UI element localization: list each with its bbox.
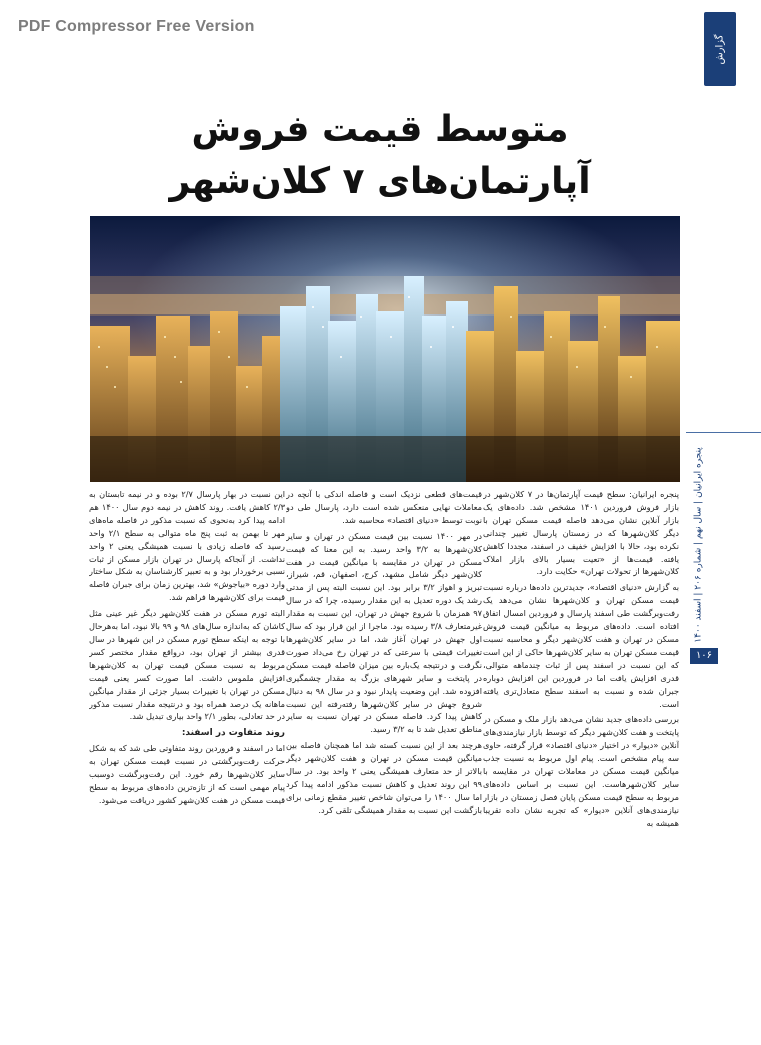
paragraph: هرچند بعد از این نسبت کسته شد اما همچنان فاصله بین میانگین قیمت مسکن در تهران و هفت کلان‌شهر دیگر بالاتر از حد متعارف همیشگی یعنی ۲ واحد بود. در سال ۹۹ این روند تعدیل و کاهش نسبت مذکور ادامه پیدا کرد اما سال ۱۴۰۰ را می‌توان شاخص تغییر مقطع زمانی برای بازگشت این نسبت به مقدار همیشگی تلقی کرد. [286,740,482,815]
paragraph: پنجره ایرانیان: سطح قیمت آپارتمان‌ها در ۷ کلان‌شهر در بازار فروش فروردین ۱۴۰۱ مشخص شد. داده‌های یک بازار آنلاین نشان می‌دهد فاصله قیمت مسکن تهران با دیگر کلان‌شهرها که در زمستان پارسال تغییر چندانی نکرده بود، حالا با افزایش خفیف در اسفند، مجددا کاهش یافته. قیمت‌ها از «تعیت بسیار بالای بازار املاک کلان‌شهرها از تحولات تهران» حکایت دارد. [483,489,679,577]
watermark-text: PDF Compressor Free Version [18,18,255,35]
paragraph: در مهر ۱۴۰۰ نسبت بین قیمت مسکن در تهران و سایر کلان‌شهرها به ۳/۲ واحد رسید. به این معنا که قیمت مسکن در تهران در مقایسه با میانگین قیمت در هفت کلان‌شهر دیگر شامل مشهد، کرج، اصفهان، قم، شیراز، تبریز و اهواز ۳/۲ برابر بود. این نسبت البته پس از مدتی رشد یک دوره تعدیل به این مقدار رسیده، چرا که در سال ۹۷ همزمان با شروع جهش در تهران، این نسبت به مقدار غیرمتعارف ۳/۸ رسیده بود. ماجرا از این قرار بود که سال اول جهش در تهران آغاز شد، اما در سایر کلان‌شهرها تغییرات قیمتی با سرعتی که در تهران رخ می‌داد صورت نگرفت و درنتیجه یک‌باره بین میزان فاصله قیمت مسکن در پایتخت و سایر شهرهای بزرگ به مقدار چشمگیری افزوده شد. این وضعیت پایدار نبود و در سال ۹۸ به دنبال شروع جهش در سایر کلان‌شهرها رفته‌رفته این نسبت کاهش پیدا کرد. فاصله مسکن در تهران نسبت به سایر مناطق تعدیل شد تا به ۳/۲ رسید. [286,530,482,735]
page-number: ۱۰۶ [690,648,718,664]
article-title-line2: آپارتمان‌های ۷ کلان‌شهر [169,161,591,202]
article-column-left [89,488,285,918]
article-title-line1: متوسط قیمت فروش [191,109,569,150]
paragraph: قیمت‌های قطعی نزدیک است و فاصله اندکی با آنچه در معاملات نهایی منعکس شده است دارد، پارسال طی دو نوبت توسط «دنیای اقتصاد» محاسبه شد. [286,489,482,525]
city-night-photo [90,216,680,482]
article-column-middle [286,488,482,958]
paragraph: البته تورم مسکن در هفت کلان‌شهر دیگر غیر عینی مثل کاشان که به‌اندازه سال‌های ۹۸ و ۹۹ بالا نبود، اما به‌هرحال با توجه به اینکه سطح تورم مسکن در این شهرها در سال قدری بیشتر از تهران بود، درواقع مقدار مختصر کسر مربوط به نسبت مسکن قیمت تهران به کلان‌شهرها افزایش ملموس داشت. اما صورت کسر یعنی قیمت مسکن در تهران با تغییرات بسیار جزئی از مقدار میانگین ماهانه یک درصد همراه بود و درنتیجه مقدار نسبت مذکور در حد تعادلی، بطور ۲/۱ واحد بیاری تبدیل شد. [89,608,285,722]
paragraph: این نسبت در بهار پارسال ۲/۷ بوده و در نیمه تابستان به ۲/۳ کاهش یافت. روند کاهش در نیمه دوم سال ۱۴۰۰ هم ادامه پیدا کرد به‌نحوی که نسبت مذکور در فاصله ماه‌های مهر تا بهمن به ثبت پنج ماه متوالی به سطح ۲/۱ واحد رسید که فاصله زیادی با نسبت همیشگی یعنی ۲ واحد نداشت. از آنجاکه پارسال در تهران بازار مسکن از ثبات نسبی برخوردار بود و به تعبیر کارشناسان به شکل ساختار وارد دوره «بیاجوش» شد، بهترین زمان برای جبران فاصله قیمت برای کلان‌شهرها فراهم شد. [89,489,285,603]
section-tab [704,12,736,86]
issue-info: پنجره ایرانیان | سال نهم | شماره ۲۰۶ | اسفند ۱۴۰۰ [694,447,704,643]
paragraph: بررسی داده‌های جدید نشان می‌دهد بازار ملک و مسکن در پایتخت و هفت کلان‌شهر دیگر که توسط بازار نیازمندی‌های آنلاین «دیوار» در اختیار «دنیای اقتصاد» قرار گرفته، حاوی سه پیام مشخص است. پیام اول مربوط به نسبت جذب میانگین قیمت مسکن در معاملات تهران در مقایسه با سایر کلان‌شهرهاست. این نسبت بر اساس داده‌های مربوط به سطح قیمت مسکن پایان فصل زمستان در بازار نیازمندی‌های آنلاین «دیوار» که تجربه نشان داده تقریبا همیشه به [483,714,679,828]
subheading: روند متفاوت در اسفند: [181,728,285,739]
section-label: گزارش [714,33,726,65]
paragraph: به گزارش «دنیای اقتصاد»، جدیدترین داده‌ها درباره نسبت قیمت مسکن تهران و کلان‌شهرها نشان می‌دهد یک رفت‌وبرگشت طی اسفند پارسال و فروردین امسال اتفاق افتاده است. داده‌های مربوط به میانگین قیمت فروش مسکن در تهران و هفت کلان‌شهر دیگر و محاسبه نسبت قیمت مسکن تهران به سایر کلان‌شهرها حاکی از این است که این نسبت در اسفند پس از ثبات چندماهه متوالی، قدری افزایش یافت اما در فروردین این افزایش دوباره جبران شده و نسبت به اسفند سطح متعادل‌تری یافته است. [483,582,679,709]
article-column-right [483,488,679,958]
paragraph: اما در اسفند و فروردین روند متفاوتی طی شد که به شکل حرکت رفت‌وبرگشتی در نسبت قیمت مسکن تهران به سایر کلان‌شهرها رقم خورد. این رفت‌وبرگشت دوسبب پیام مهمی است که از تازه‌ترین داده‌های مربوط به سطح قیمت مسکن در هفت کلان‌شهر کشور دریافت می‌شود. [89,743,285,805]
sidebar-rule [686,432,761,433]
